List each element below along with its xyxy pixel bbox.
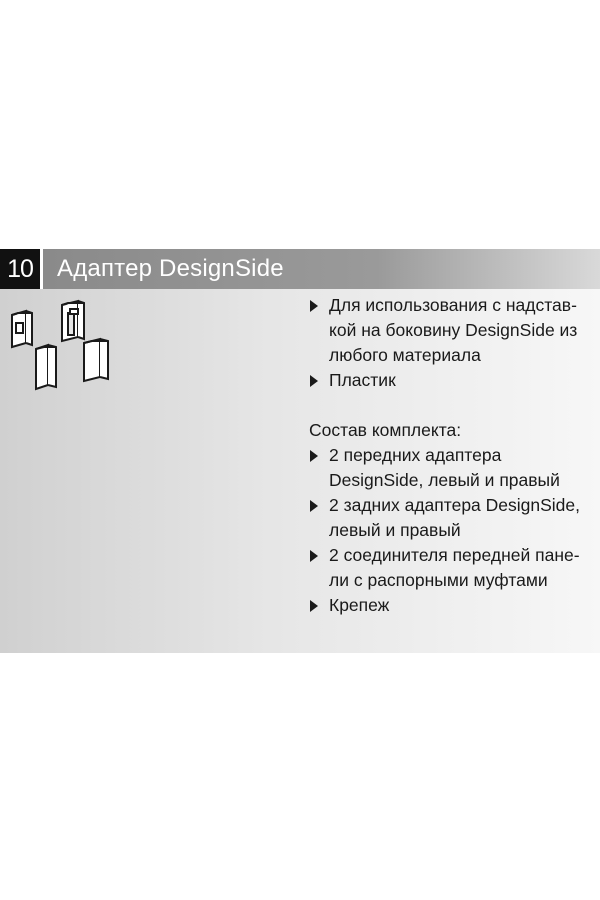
kit-line: ли с распорными муфтами	[329, 570, 548, 590]
feature-line: любого материала	[329, 345, 481, 365]
rear-adapter-right-shape	[84, 339, 108, 381]
bullet-arrow-icon	[310, 450, 318, 462]
bullet-arrow-icon	[310, 300, 318, 312]
kit-line: 2 соединителя передней пане-	[329, 545, 580, 565]
kit-item	[309, 493, 599, 543]
bullet-arrow-icon	[310, 375, 318, 387]
kit-heading: Состав комплекта:	[309, 420, 462, 440]
front-adapter-right-shape	[62, 301, 84, 341]
feature-line: Пластик	[329, 370, 396, 390]
content-panel	[0, 249, 600, 653]
feature-item	[309, 293, 599, 368]
front-adapter-left-shape	[12, 311, 32, 347]
bullet-arrow-icon	[310, 550, 318, 562]
section-title: Адаптер DesignSide	[43, 249, 600, 289]
rear-adapter-left-shape	[36, 345, 56, 389]
kit-line: левый и правый	[329, 520, 461, 540]
kit-line: 2 передних адаптера	[329, 445, 502, 465]
kit-line: DesignSide, левый и правый	[329, 470, 560, 490]
kit-item	[309, 443, 599, 493]
bullet-arrow-icon	[310, 600, 318, 612]
description	[309, 293, 599, 618]
feature-item	[309, 368, 599, 393]
designside-adapter-parts-icon	[8, 299, 118, 394]
bullet-arrow-icon	[310, 500, 318, 512]
kit-line: 2 задних адаптера DesignSide,	[329, 495, 581, 515]
section-number: 10	[0, 249, 40, 289]
section-header	[0, 249, 600, 289]
kit-item	[309, 593, 599, 618]
kit-item	[309, 543, 599, 593]
feature-line: кой на боковину DesignSide из	[329, 320, 578, 340]
kit-line: Крепеж	[329, 595, 390, 615]
feature-line: Для использования с надстав-	[329, 295, 577, 315]
